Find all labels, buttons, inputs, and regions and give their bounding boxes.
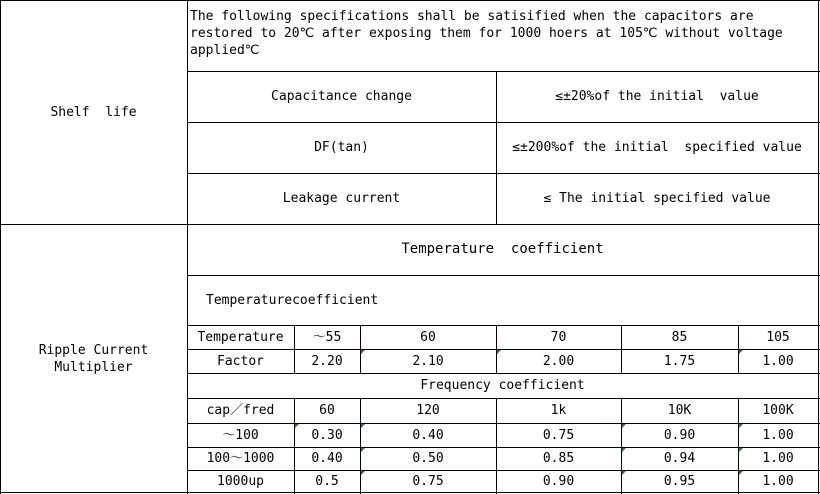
factor-cell: 2.00 <box>542 353 575 369</box>
freq-cell: 0.95 <box>663 473 696 489</box>
freq-cell: 0.90 <box>542 473 575 489</box>
freq-cell: 1.00 <box>762 473 794 489</box>
freq-cell: 0.40 <box>311 451 343 466</box>
freq-cell: 0.75 <box>542 427 575 443</box>
leakage-current-value: ≤ The initial specified value <box>543 191 771 206</box>
freq-cell: 0.50 <box>412 451 444 466</box>
temp-header-label: Temperature <box>197 329 284 345</box>
freq-cell: 0.94 <box>663 451 696 466</box>
temperature-coefficient-title: Temperature coefficient <box>401 241 604 257</box>
temp-header-cell: ～55 <box>312 329 342 345</box>
factor-cell: 1.75 <box>663 353 696 369</box>
capacitance-change-value: ≤±20%of the initial value <box>555 89 759 104</box>
frequency-coefficient-title: Frequency coefficient <box>420 378 585 393</box>
freq-cell: 0.85 <box>542 451 575 466</box>
ripple-label <box>0 224 187 494</box>
temperature-coefficient-subtitle: Temperaturecoefficient <box>206 292 379 308</box>
freq-cell: 1.00 <box>762 427 794 443</box>
freq-row-label: 1000up <box>217 473 264 489</box>
freq-row-label: 100～1000 <box>206 451 275 466</box>
factor-cell: 1.00 <box>762 353 794 369</box>
freq-cell: 0.30 <box>311 427 343 443</box>
ripple-label-line2: Multiplier <box>54 360 133 375</box>
freq-header-cell: 10K <box>667 403 692 418</box>
freq-header-label: cap／fred <box>206 403 275 418</box>
temp-header-cell: 105 <box>766 329 790 345</box>
df-label: DF(tan) <box>314 140 369 155</box>
freq-header-cell: 60 <box>319 403 335 418</box>
factor-cell: 2.10 <box>412 353 444 369</box>
freq-cell: 0.75 <box>412 473 444 489</box>
capacitance-change-label: Capacitance change <box>271 89 412 104</box>
freq-cell: 1.00 <box>762 451 794 466</box>
freq-cell: 0.40 <box>412 427 444 443</box>
shelf-life-label: Shelf life <box>50 104 137 120</box>
freq-row-label: ～100 <box>222 427 259 443</box>
factor-label: Factor <box>217 353 264 369</box>
shelf-life-intro: The following specifications shall be satisified when the capacitors are restored to 20℃ after exposing them for 1000 hoers at 105℃ without voltage applied℃ <box>190 9 783 58</box>
freq-header-cell: 120 <box>416 403 440 418</box>
ripple-label-line1: Ripple Current <box>38 343 149 358</box>
freq-cell: 0.90 <box>663 427 696 443</box>
freq-cell: 0.5 <box>315 473 339 489</box>
freq-header-cell: 100K <box>762 403 794 418</box>
temp-header-cell: 70 <box>550 329 567 345</box>
factor-cell: 2.20 <box>311 353 343 369</box>
freq-header-cell: 1k <box>550 403 567 418</box>
leakage-current-label: Leakage current <box>282 191 401 206</box>
temp-header-cell: 60 <box>420 329 436 345</box>
temp-header-cell: 85 <box>671 329 688 345</box>
df-value: ≤±200%of the initial specified value <box>512 140 802 155</box>
